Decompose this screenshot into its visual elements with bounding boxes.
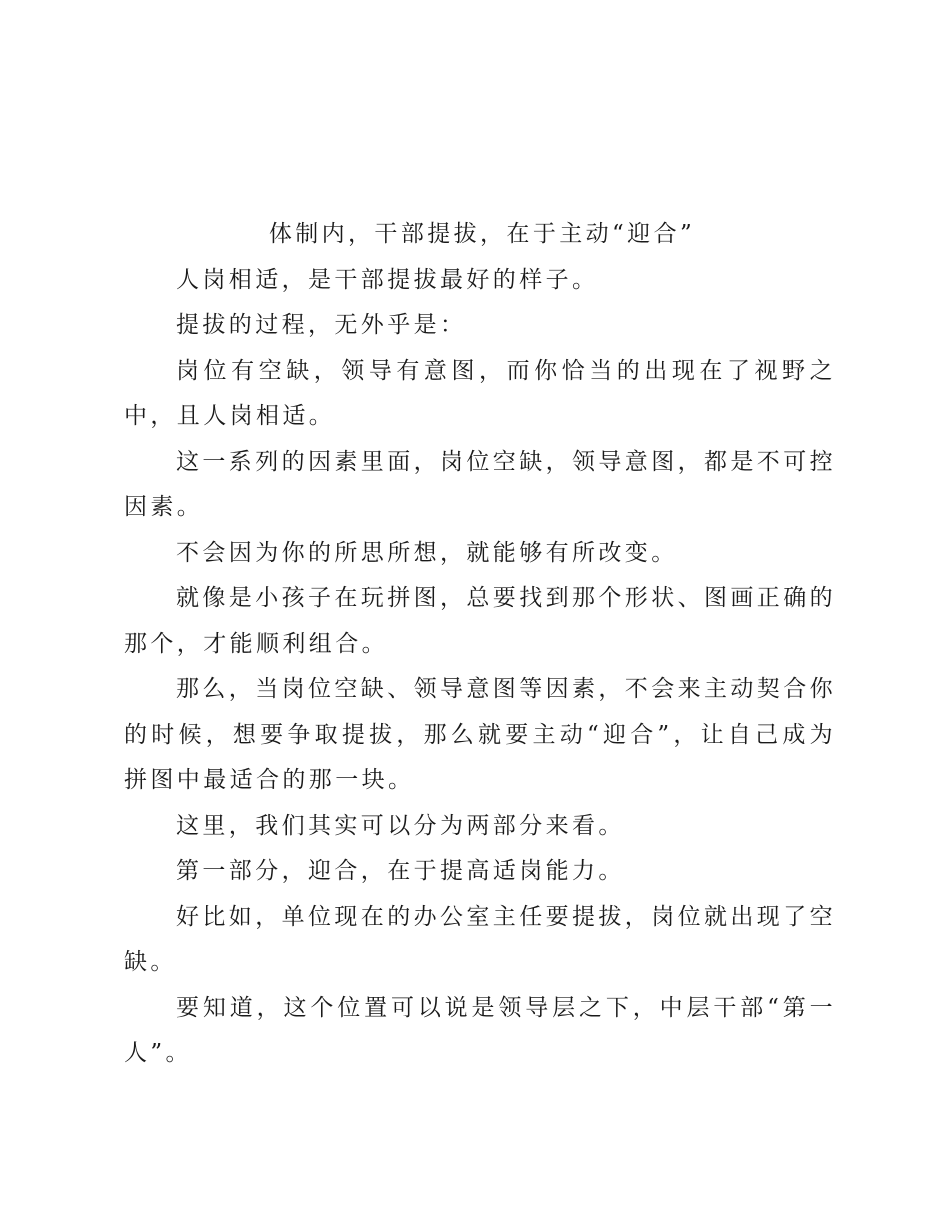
paragraph: 要知道，这个位置可以说是领导层之下，中层干部“第一人”。: [124, 994, 836, 1066]
paragraph: 就像是小孩子在玩拼图，总要找到那个形状、图画正确的那个，才能顺利组合。: [124, 585, 836, 657]
paragraph: 那么，当岗位空缺、领导意图等因素，不会来主动契合你的时候，想要争取提拔，那么就要主动“迎合”，让自己成为拼图中最适合的那一块。: [124, 676, 836, 793]
paragraph: 好比如，单位现在的办公室主任要提拔，岗位就出现了空缺。: [124, 903, 836, 975]
document-body: [124, 212, 836, 1077]
paragraph: 这里，我们其实可以分为两部分来看。: [176, 812, 625, 839]
paragraph: 岗位有空缺，领导有意图，而你恰当的出现在了视野之中，且人岗相适。: [124, 357, 836, 429]
paragraph: 不会因为你的所思所想，就能够有所改变。: [176, 539, 678, 566]
document-title: 体制内，干部提拔，在于主动“迎合”: [268, 221, 696, 247]
paragraph: 第一部分，迎合，在于提高适岗能力。: [176, 858, 625, 884]
paragraph: 这一系列的因素里面，岗位空缺，领导意图，都是不可控因素。: [124, 448, 836, 520]
paragraph: 人岗相适，是干部提拔最好的样子。: [176, 266, 599, 293]
paragraph: 提拔的过程，无外乎是：: [176, 312, 467, 338]
